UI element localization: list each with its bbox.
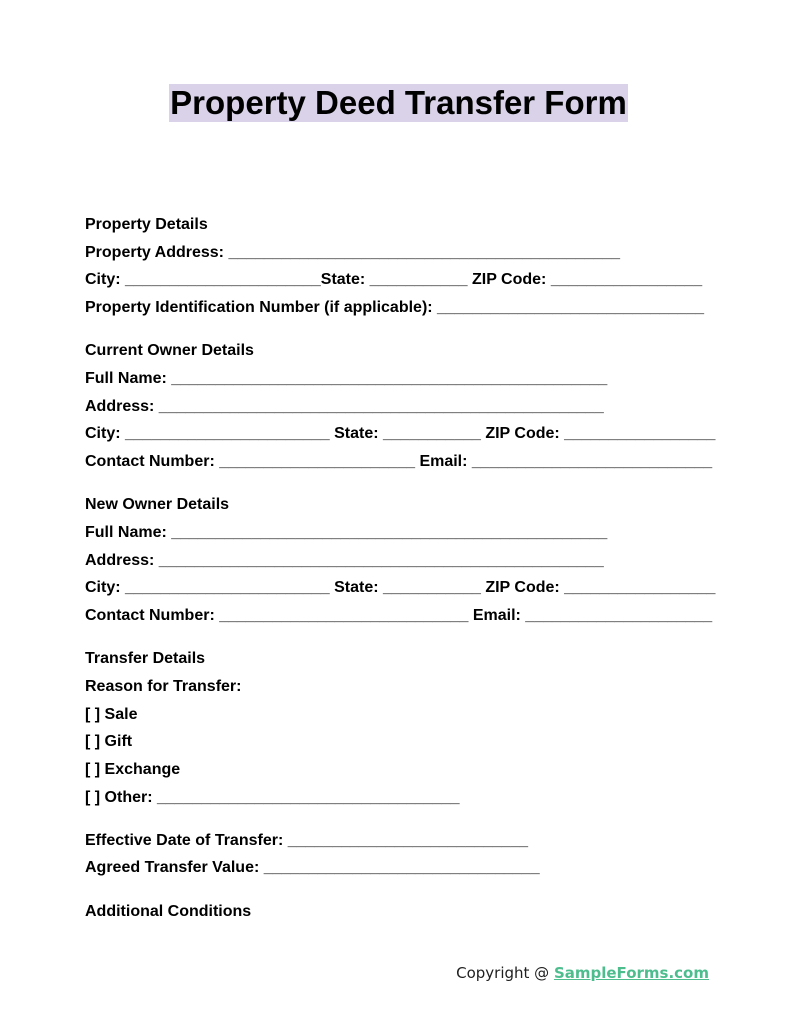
section-gap (85, 324, 725, 340)
current-owner-full-name-field[interactable]: Full Name: _________________________________________________ (85, 369, 608, 387)
new-owner-address-field[interactable]: Address: __________________________________________________ (85, 551, 604, 569)
footer-copyright (456, 964, 709, 982)
option-sale-checkbox[interactable]: [ ] Sale (85, 705, 138, 723)
current-owner-city-state-zip-field[interactable]: City: _______________________ State: ___________ ZIP Code: _________________ (85, 425, 716, 443)
section-gap (85, 884, 725, 900)
reason-for-transfer-label: Reason for Transfer: (85, 677, 242, 695)
option-other-checkbox[interactable]: [ ] Other: __________________________________ (85, 788, 460, 806)
option-gift-checkbox[interactable]: [ ] Gift (85, 733, 133, 751)
property-details-heading: Property Details (85, 216, 208, 233)
property-address-field[interactable]: Property Address: ____________________________________________ (85, 243, 620, 261)
property-id-number-field[interactable]: Property Identification Number (if applicable): ______________________________ (85, 299, 704, 317)
option-exchange-checkbox[interactable]: [ ] Exchange (85, 760, 181, 778)
copyright-text: Copyright @ (456, 964, 554, 982)
new-owner-city-state-zip-field[interactable]: City: _______________________ State: ___________ ZIP Code: _________________ (85, 579, 716, 597)
transfer-details-heading: Transfer Details (85, 650, 206, 668)
sampleforms-link[interactable]: SampleForms.com (553, 964, 709, 982)
current-owner-contact-email-field[interactable]: Contact Number: ______________________ Email: ___________________________ (85, 453, 713, 470)
current-owner-heading: Current Owner Details (85, 342, 254, 360)
section-gap (85, 478, 725, 494)
new-owner-full-name-field[interactable]: Full Name: _________________________________________________ (85, 523, 608, 541)
effective-date-field[interactable]: Effective Date of Transfer: ___________________________ (85, 831, 528, 849)
new-owner-heading: New Owner Details (85, 496, 230, 514)
section-gap (85, 632, 725, 648)
property-city-state-zip-field[interactable]: City: ______________________State: ___________ ZIP Code: _________________ (85, 271, 703, 289)
agreed-value-field[interactable]: Agreed Transfer Value: _______________________________ (85, 859, 540, 877)
title-wrap (0, 84, 797, 122)
current-owner-address-field[interactable]: Address: __________________________________________________ (85, 397, 604, 415)
section-gap (85, 813, 725, 829)
new-owner-contact-email-field[interactable]: Contact Number: ____________________________ Email: _____________________ (85, 606, 713, 624)
additional-conditions-heading: Additional Conditions (85, 902, 252, 920)
page-title: Property Deed Transfer Form (170, 84, 627, 121)
form-content (85, 213, 725, 927)
